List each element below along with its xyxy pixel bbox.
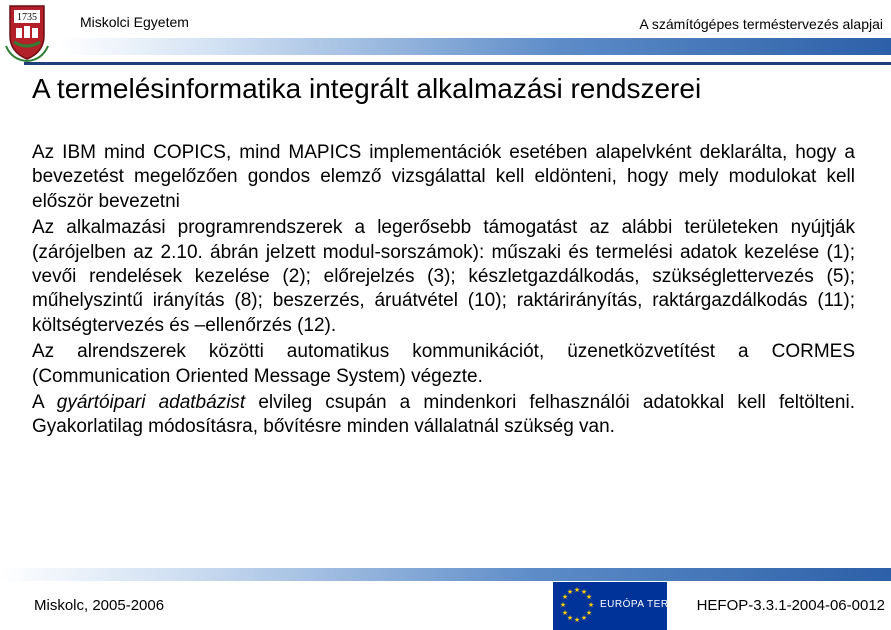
footer-project-code: HEFOP-3.3.1-2004-06-0012 bbox=[696, 597, 885, 614]
svg-text:★: ★ bbox=[566, 614, 574, 622]
university-crest-icon bbox=[4, 2, 50, 62]
svg-text:★: ★ bbox=[585, 593, 593, 601]
svg-text:★: ★ bbox=[580, 588, 588, 596]
footer-gradient-bar bbox=[0, 568, 891, 581]
paragraph-database-post: elvileg csupán a mindenkori felhasználói adatokkal kell feltölteni. Gyakorlatilag módosításra, bővítésre minden vállalatnál szükség van. bbox=[32, 392, 855, 438]
paragraph-database-emphasis: gyártóipari adatbázist bbox=[56, 392, 246, 414]
course-title: A számítógépes terméstervezés alapjai bbox=[639, 16, 883, 32]
svg-text:★: ★ bbox=[559, 601, 567, 609]
svg-text:★: ★ bbox=[587, 601, 595, 609]
header-divider bbox=[24, 62, 891, 65]
svg-text:★: ★ bbox=[561, 609, 569, 617]
svg-text:★: ★ bbox=[585, 609, 593, 617]
crest-year: 1735 bbox=[17, 12, 37, 23]
university-name: Miskolci Egyetem bbox=[80, 14, 189, 30]
paragraph-cormes: Az alrendszerek közötti automatikus kommunikációt, üzenetközvetítést a CORMES (Communication Oriented Message System) végezte. bbox=[32, 341, 855, 387]
slide-body bbox=[32, 141, 855, 442]
paragraph-database bbox=[32, 391, 855, 440]
header-gradient-bar bbox=[60, 38, 891, 55]
svg-text:★: ★ bbox=[580, 614, 588, 622]
eu-logo bbox=[553, 582, 676, 630]
svg-text:★: ★ bbox=[573, 586, 581, 594]
eu-logo-text: EURÓPA TERV bbox=[600, 599, 676, 610]
paragraph-ibm-principle: Az IBM mind COPICS, mind MAPICS implementációk esetében alapelvként deklarálta, hogy a bevezetést megelőzően gondos elemző vizsgálattal kell eldönteni, hogy mely modulokat kell először bevezetni bbox=[32, 142, 855, 212]
eu-flag-icon bbox=[555, 582, 599, 630]
svg-text:★: ★ bbox=[566, 588, 574, 596]
svg-text:★: ★ bbox=[561, 593, 569, 601]
slide-title: A termelésinformatika integrált alkalmazási rendszerei bbox=[32, 73, 702, 104]
paragraph-support-areas: Az alkalmazási programrendszerek a legerősebb támogatást az alábbi területeken nyújtják (zárójelben az 2.10. ábrán jelzett modul-sorszámok): műszaki és termelési adatok kezelése (1); vevői rendelések kezelése (2); előrejelzés (3); készletgazdálkodás, szükséglettervezés (5); műhelyszintű irányítás (8); beszerzés, áruátvétel (10); raktárirányítás, raktárgazdálkodás (11); költségtervezés és –ellenőrzés (12). bbox=[32, 217, 855, 336]
svg-text:★: ★ bbox=[573, 616, 581, 624]
footer-place-date: Miskolc, 2005-2006 bbox=[34, 597, 165, 614]
paragraph-database-pre: A bbox=[32, 392, 57, 414]
